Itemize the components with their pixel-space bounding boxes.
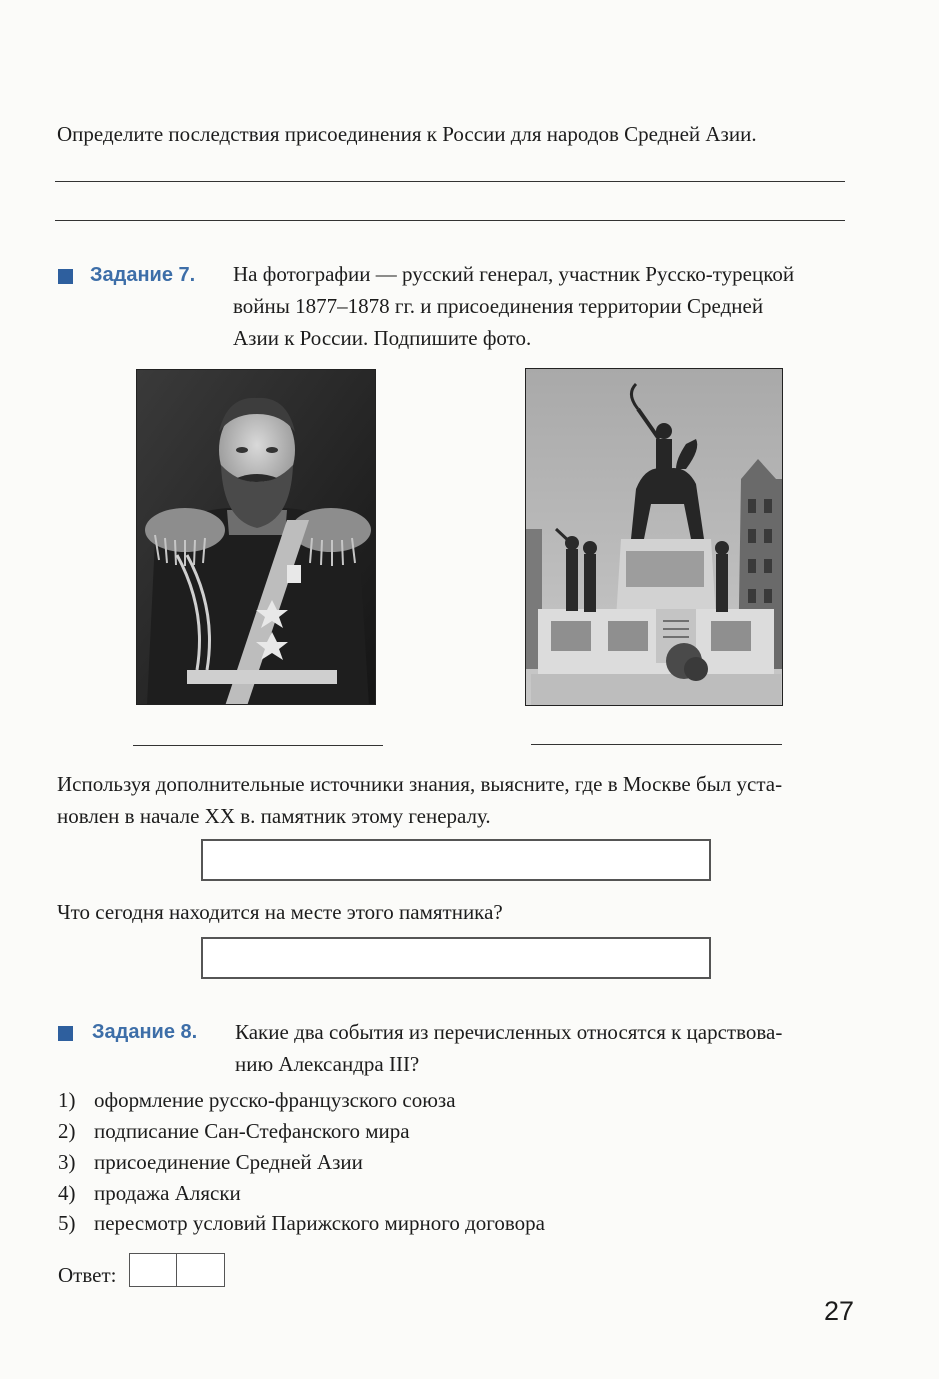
option-item	[58, 1088, 456, 1113]
intro-question: Определите последствия присоединения к России для народов Средней Азии.	[57, 122, 757, 146]
option-item	[58, 1119, 410, 1144]
general-portrait-photo	[136, 369, 376, 705]
task7-label: Задание 7.	[90, 264, 196, 286]
task7-text-line: войны 1877–1878 гг. и присоединения территории Средней	[233, 294, 764, 318]
option-text: оформление русско-французского союза	[94, 1088, 456, 1112]
task8-label: Задание 8.	[92, 1021, 198, 1043]
task7-question1	[57, 768, 854, 832]
task7-text	[233, 258, 853, 354]
option-number: 3)	[58, 1150, 76, 1174]
answer-line-1[interactable]	[55, 181, 845, 182]
answer-label: Ответ:	[58, 1263, 117, 1287]
task8-text-line: нию Александра III?	[235, 1052, 420, 1076]
option-item	[58, 1150, 363, 1175]
answer-box-today[interactable]	[201, 937, 711, 979]
photo1-caption-line[interactable]	[133, 745, 383, 746]
monument-image	[526, 369, 783, 706]
task8-bullet	[58, 1026, 73, 1041]
option-item	[58, 1181, 241, 1206]
option-text: подписание Сан-Стефанского мира	[94, 1119, 410, 1143]
answer-box-location[interactable]	[201, 839, 711, 881]
task8-text	[235, 1016, 855, 1080]
option-number: 2)	[58, 1119, 76, 1143]
answer-cell-2[interactable]	[176, 1253, 225, 1287]
page-number: 27	[824, 1296, 855, 1326]
option-text: присоединение Средней Азии	[94, 1150, 363, 1174]
option-number: 5)	[58, 1211, 76, 1235]
question1-line: новлен в начале XX в. памятник этому генералу.	[57, 804, 491, 828]
option-number: 4)	[58, 1181, 76, 1205]
question1-line: Используя дополнительные источники знания, выясните, где в Москве был уста-	[57, 772, 783, 796]
task8-text-line: Какие два события из перечисленных относятся к царствова-	[235, 1020, 783, 1044]
task7-question2: Что сегодня находится на месте этого памятника?	[57, 900, 503, 924]
answer-line-2[interactable]	[55, 220, 845, 221]
option-number: 1)	[58, 1088, 76, 1112]
answer-cell-1[interactable]	[129, 1253, 178, 1287]
monument-photo	[525, 368, 783, 706]
option-item	[58, 1211, 545, 1236]
task7-bullet	[58, 269, 73, 284]
task7-text-line: На фотографии — русский генерал, участник Русско-турецкой	[233, 262, 795, 286]
task7-text-line: Азии к России. Подпишите фото.	[233, 326, 532, 350]
photo2-caption-line[interactable]	[531, 744, 782, 745]
option-text: пересмотр условий Парижского мирного договора	[94, 1211, 545, 1235]
option-text: продажа Аляски	[94, 1181, 241, 1205]
portrait-image	[137, 370, 376, 705]
